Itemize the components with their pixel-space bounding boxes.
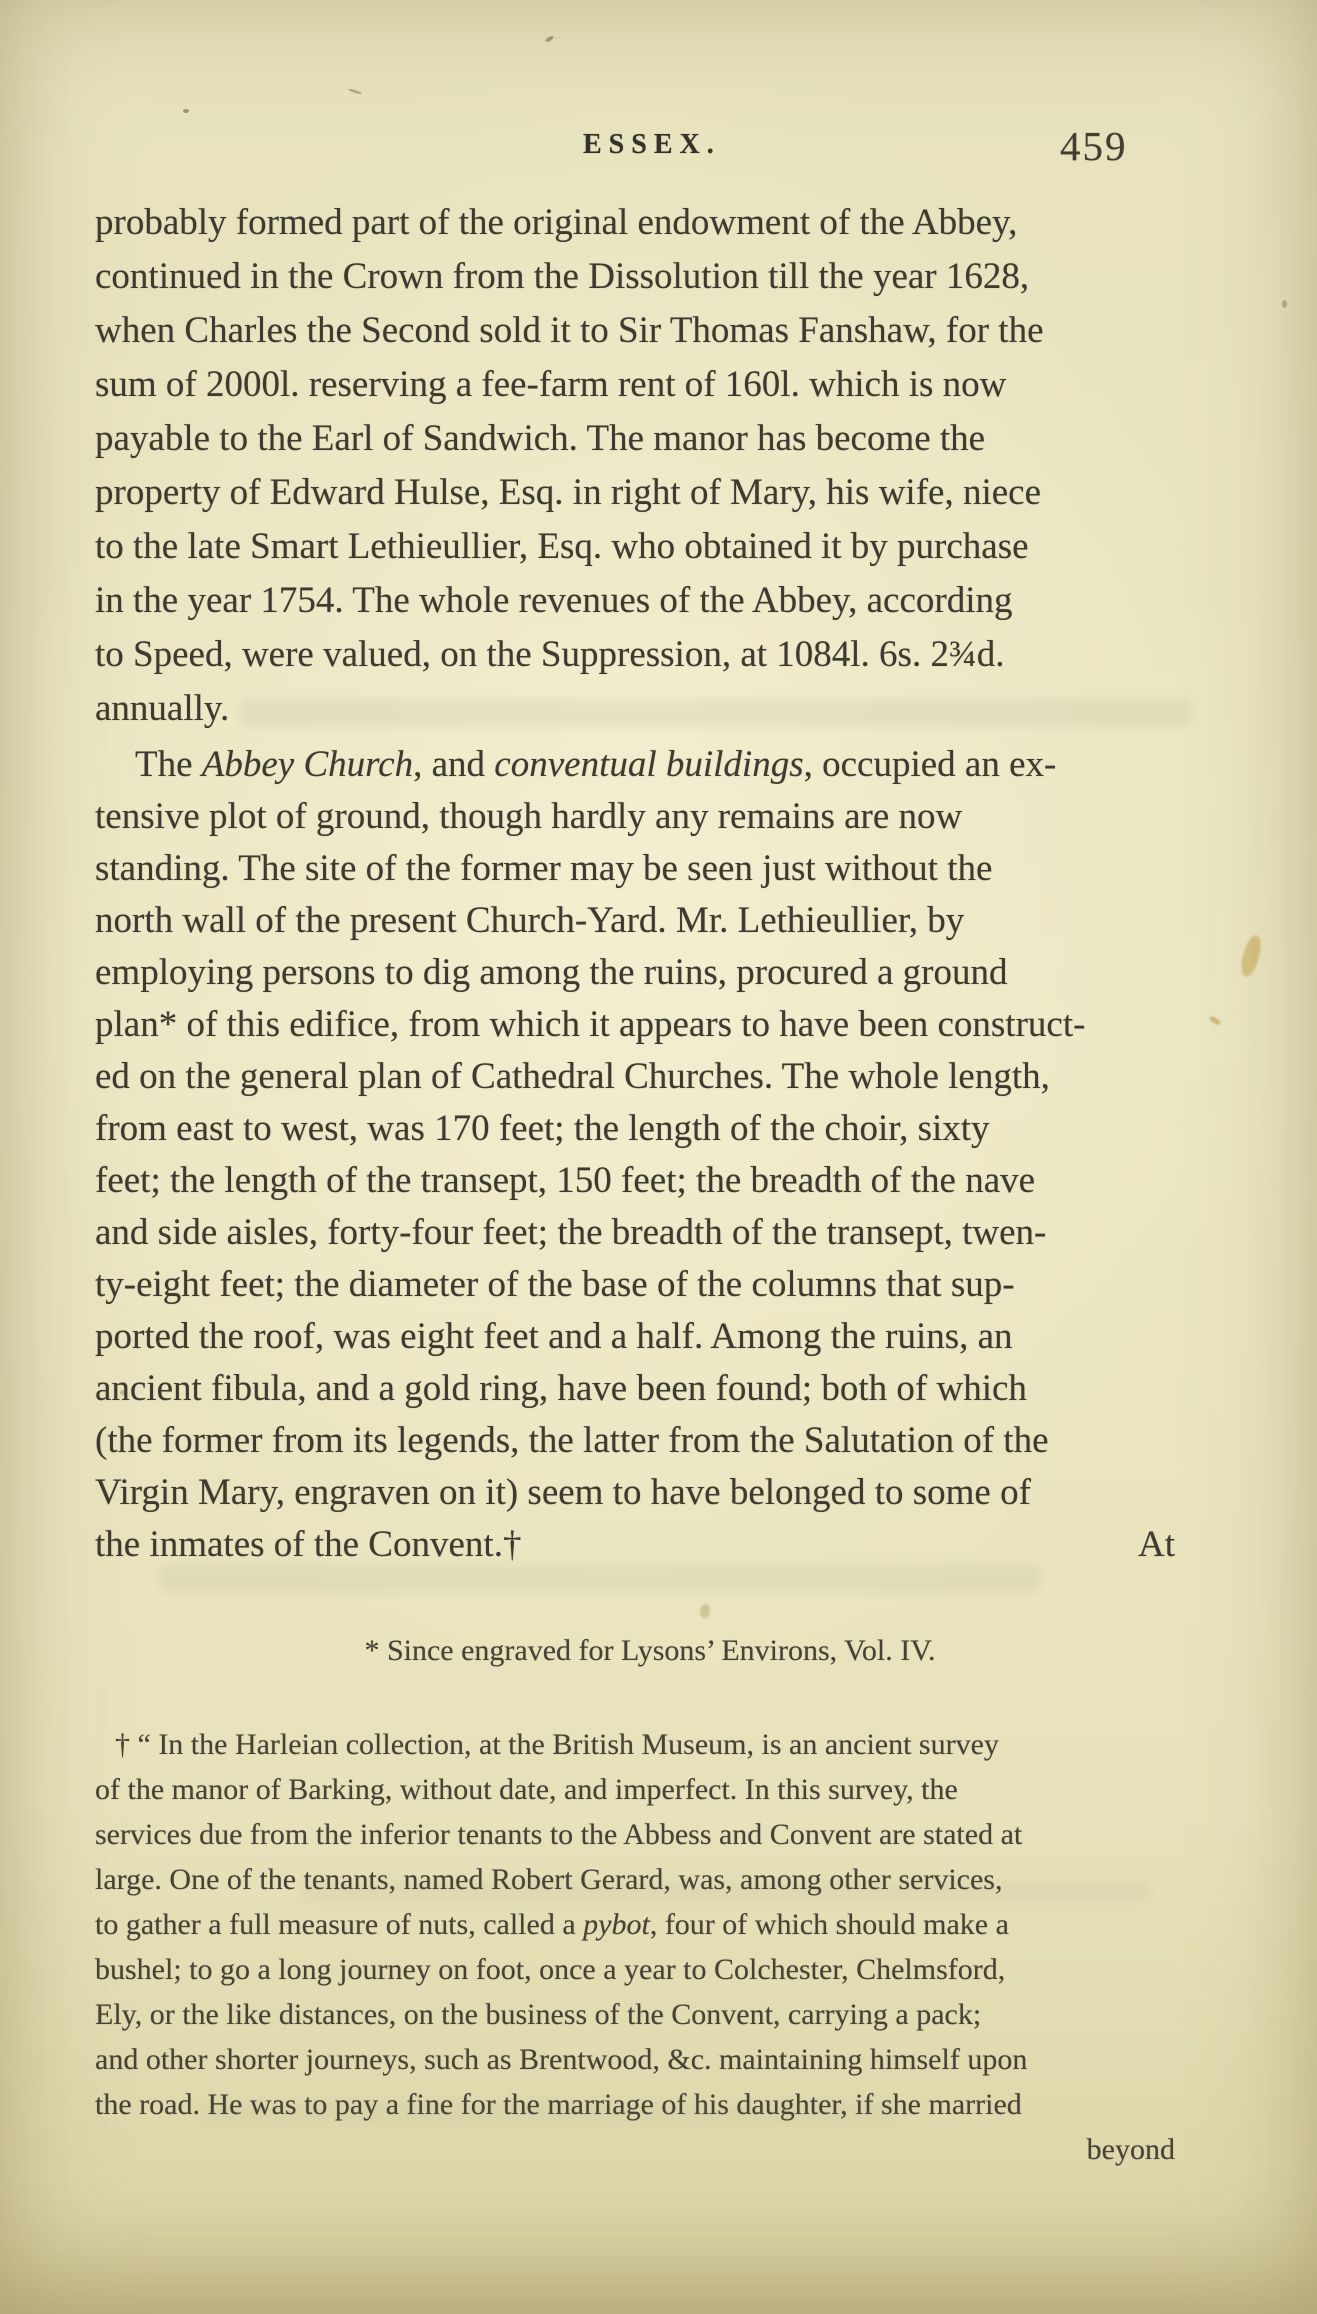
line-text: payable to the Earl of Sandwich. The manor has become the xyxy=(95,418,986,459)
text-line xyxy=(95,196,1175,250)
catchword: At xyxy=(1138,1524,1175,1565)
line-text: standing. The site of the former may be seen just without the xyxy=(95,848,993,889)
text-line xyxy=(95,1259,1175,1311)
text-line xyxy=(95,791,1175,843)
text-line xyxy=(95,999,1175,1051)
line-text: to the late Smart Lethieullier, Esq. who obtained it by purchase xyxy=(95,526,1029,567)
main-paragraph-2 xyxy=(95,739,1175,1571)
text-line xyxy=(95,304,1175,358)
line-text: sum of 2000l. reserving a fee-farm rent of 160l. which is now xyxy=(95,364,1007,405)
line-text: property of Edward Hulse, Esq. in right of Mary, his wife, niece xyxy=(95,472,1041,513)
line-text: ancient fibula, and a gold ring, have been found; both of which xyxy=(95,1368,1027,1409)
text-line xyxy=(95,1207,1175,1259)
text-line xyxy=(95,466,1175,520)
footnote-dagger xyxy=(95,1722,1175,2172)
line-text: employing persons to dig among the ruins, procured a ground xyxy=(95,952,1008,993)
line-text: north wall of the present Church-Yard. Mr. Lethieullier, by xyxy=(95,900,965,941)
line-text: in the year 1754. The whole revenues of the Abbey, according xyxy=(95,580,1013,621)
text-line xyxy=(95,574,1175,628)
text-line xyxy=(95,1155,1175,1207)
line-text: (the former from its legends, the latter from the Salutation of the xyxy=(95,1420,1049,1461)
text-line xyxy=(95,1311,1175,1363)
text-line xyxy=(95,2127,1175,2172)
line-text: beyond xyxy=(1086,2133,1175,2166)
paper-speck xyxy=(348,88,362,95)
text-line xyxy=(95,520,1175,574)
line-text: large. One of the tenants, named Robert Gerard, was, among other services, xyxy=(95,1863,1003,1896)
line-text: to gather a full measure of nuts, called a pybot, four of which should make a xyxy=(95,1908,1009,1941)
paper-stain xyxy=(1239,934,1263,978)
paper-stain xyxy=(1209,1015,1222,1026)
line-text: annually. xyxy=(95,688,230,729)
line-text: from east to west, was 170 feet; the length of the choir, sixty xyxy=(95,1108,990,1149)
page-number: 459 xyxy=(1060,123,1128,169)
line-text: the inmates of the Convent.† xyxy=(95,1524,522,1565)
line-text: probably formed part of the original endowment of the Abbey, xyxy=(95,202,1018,243)
text-line xyxy=(95,1947,1175,1992)
text-line xyxy=(95,843,1175,895)
line-text: to Speed, were valued, on the Suppression, at 1084l. 6s. 2¾d. xyxy=(95,634,1005,675)
line-text: tensive plot of ground, though hardly any remains are now xyxy=(95,796,963,837)
text-line xyxy=(115,1630,1185,1672)
text-line xyxy=(95,2037,1175,2082)
text-line xyxy=(95,2082,1175,2127)
text-line xyxy=(95,739,1175,791)
text-line xyxy=(95,1467,1175,1519)
text-line xyxy=(95,682,1175,736)
line-text: * Since engraved for Lysons’ Environs, Vol. IV. xyxy=(364,1634,936,1667)
line-text: ported the roof, was eight feet and a half. Among the ruins, an xyxy=(95,1316,1013,1357)
footnote-asterisk xyxy=(115,1630,1185,1672)
line-text: bushel; to go a long journey on foot, once a year to Colchester, Chelmsford, xyxy=(95,1953,1006,1986)
line-text: continued in the Crown from the Dissolution till the year 1628, xyxy=(95,256,1030,297)
text-line xyxy=(95,1902,1175,1947)
text-line xyxy=(95,1767,1175,1812)
text-line xyxy=(95,412,1175,466)
text-line xyxy=(95,1519,1175,1571)
text-line xyxy=(95,1722,1175,1767)
main-paragraph-1 xyxy=(95,196,1175,736)
text-line xyxy=(95,628,1175,682)
text-line xyxy=(95,1363,1175,1415)
line-text: and other shorter journeys, such as Brentwood, &c. maintaining himself upon xyxy=(95,2043,1028,2076)
text-line xyxy=(95,1812,1175,1857)
paper-speck xyxy=(120,1390,125,1395)
paper-speck xyxy=(183,109,189,113)
text-line xyxy=(95,250,1175,304)
text-line xyxy=(95,1051,1175,1103)
text-line xyxy=(95,1415,1175,1467)
line-text: and side aisles, forty-four feet; the breadth of the transept, twen- xyxy=(95,1212,1047,1253)
line-text: ed on the general plan of Cathedral Churches. The whole length, xyxy=(95,1056,1050,1097)
line-text: † “ In the Harleian collection, at the British Museum, is an ancient survey xyxy=(115,1728,999,1761)
paper-speck xyxy=(1282,300,1287,308)
line-text: feet; the length of the transept, 150 feet; the breadth of the nave xyxy=(95,1160,1036,1201)
paper-stain xyxy=(700,1604,710,1618)
text-line xyxy=(95,1992,1175,2037)
running-head: ESSEX. xyxy=(583,129,721,160)
line-text: Ely, or the like distances, on the business of the Convent, carrying a pack; xyxy=(95,1998,982,2031)
line-text: when Charles the Second sold it to Sir Thomas Fanshaw, for the xyxy=(95,310,1044,351)
line-text: of the manor of Barking, without date, and imperfect. In this survey, the xyxy=(95,1773,958,1806)
line-text: plan* of this edifice, from which it appears to have been construct- xyxy=(95,1004,1086,1045)
line-text: Virgin Mary, engraven on it) seem to have belonged to some of xyxy=(95,1472,1031,1513)
text-line xyxy=(95,1103,1175,1155)
line-text: services due from the inferior tenants to the Abbess and Convent are stated at xyxy=(95,1818,1023,1851)
paper-speck xyxy=(545,35,555,43)
line-text: the road. He was to pay a fine for the marriage of his daughter, if she married xyxy=(95,2088,1022,2121)
line-text: The Abbey Church, and conventual buildings, occupied an ex- xyxy=(135,744,1057,785)
text-line xyxy=(95,895,1175,947)
line-text: ty-eight feet; the diameter of the base of the columns that sup- xyxy=(95,1264,1015,1305)
text-line xyxy=(95,947,1175,999)
text-line xyxy=(95,1857,1175,1902)
text-line xyxy=(95,358,1175,412)
